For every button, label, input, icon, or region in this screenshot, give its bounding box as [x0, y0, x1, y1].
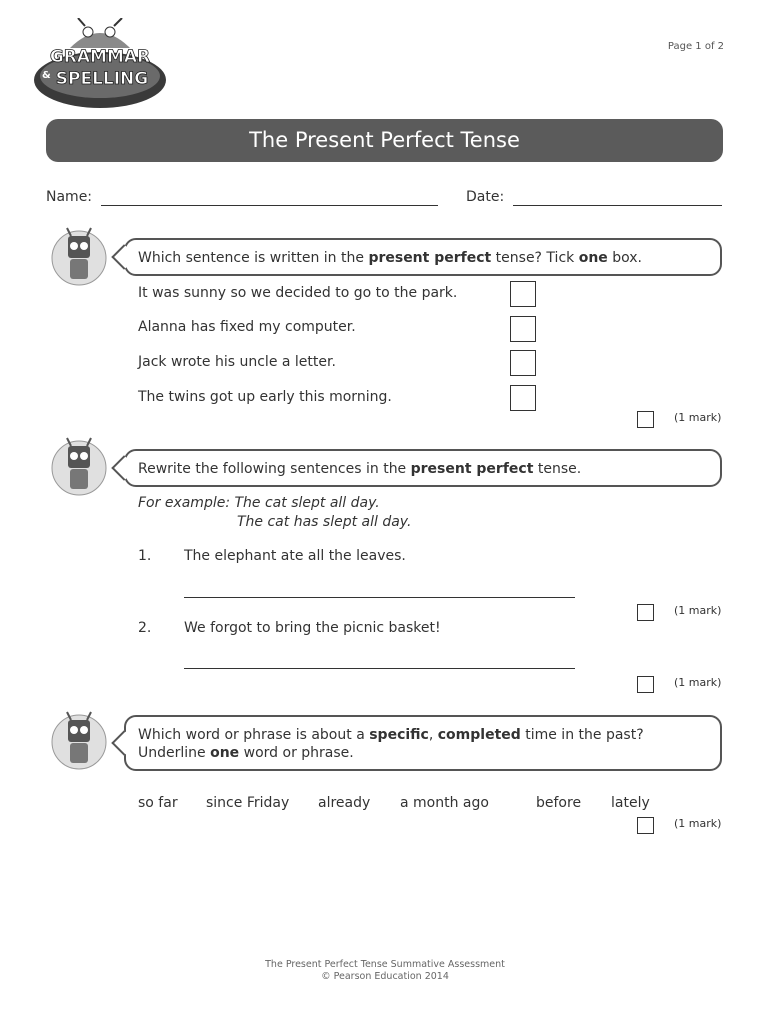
word-option[interactable]: so far: [138, 795, 178, 811]
footer-title: The Present Perfect Tense Summative Assessment: [265, 959, 505, 970]
tick-box[interactable]: [510, 350, 536, 376]
answer-line[interactable]: [184, 597, 575, 598]
example-answer: The cat has slept all day.: [237, 514, 412, 530]
question-2-prompt: Rewrite the following sentences in the present perfect tense.: [124, 449, 722, 487]
footer: [0, 959, 770, 983]
name-field[interactable]: [101, 205, 438, 206]
answer-line[interactable]: [184, 668, 575, 669]
option-text: It was sunny so we decided to go to the park.: [138, 285, 458, 301]
option-text: The twins got up early this morning.: [138, 389, 392, 405]
grammar-spelling-logo: [30, 18, 170, 113]
robot-mascot-icon: [51, 436, 107, 498]
option-text: Alanna has fixed my computer.: [138, 319, 356, 335]
tick-box[interactable]: [510, 316, 536, 342]
question-3-prompt: Which word or phrase is about a specific, completed time in the past? Underline one word or phrase.: [124, 715, 722, 771]
page-title: The Present Perfect Tense: [46, 119, 723, 162]
question-1-prompt: Which sentence is written in the present perfect tense? Tick one box.: [124, 238, 722, 276]
footer-copyright: © Pearson Education 2014: [321, 971, 449, 982]
svg-text:&: &: [42, 70, 51, 81]
mark-label: (1 mark): [674, 604, 722, 617]
word-option[interactable]: before: [536, 795, 582, 811]
item-sentence: The elephant ate all the leaves.: [184, 548, 406, 564]
robot-mascot-icon: [51, 226, 107, 288]
page-number: Page 1 of 2: [667, 41, 724, 52]
item-number: 2.: [138, 620, 152, 636]
date-field[interactable]: [513, 205, 722, 206]
example-sentence: For example: The cat slept all day.: [138, 495, 380, 511]
word-option[interactable]: since Friday: [206, 795, 290, 811]
mark-box[interactable]: [637, 604, 654, 621]
svg-text:SPELLING: SPELLING: [55, 69, 149, 89]
mark-box[interactable]: [637, 817, 654, 834]
option-text: Jack wrote his uncle a letter.: [138, 354, 336, 370]
tick-box[interactable]: [510, 281, 536, 307]
mark-box[interactable]: [637, 676, 654, 693]
word-option[interactable]: lately: [611, 795, 650, 811]
item-number: 1.: [138, 548, 152, 564]
mark-label: (1 mark): [674, 676, 722, 689]
date-label: Date:: [466, 189, 505, 205]
tick-box[interactable]: [510, 385, 536, 411]
item-sentence: We forgot to bring the picnic basket!: [184, 620, 441, 636]
robot-mascot-icon: [51, 710, 107, 772]
word-option[interactable]: a month ago: [400, 795, 489, 811]
word-option[interactable]: already: [318, 795, 371, 811]
mark-label: (1 mark): [674, 817, 722, 830]
svg-text:GRAMMAR: GRAMMAR: [49, 47, 151, 67]
mark-label: (1 mark): [674, 411, 722, 424]
mark-box[interactable]: [637, 411, 654, 428]
name-label: Name:: [46, 189, 93, 205]
